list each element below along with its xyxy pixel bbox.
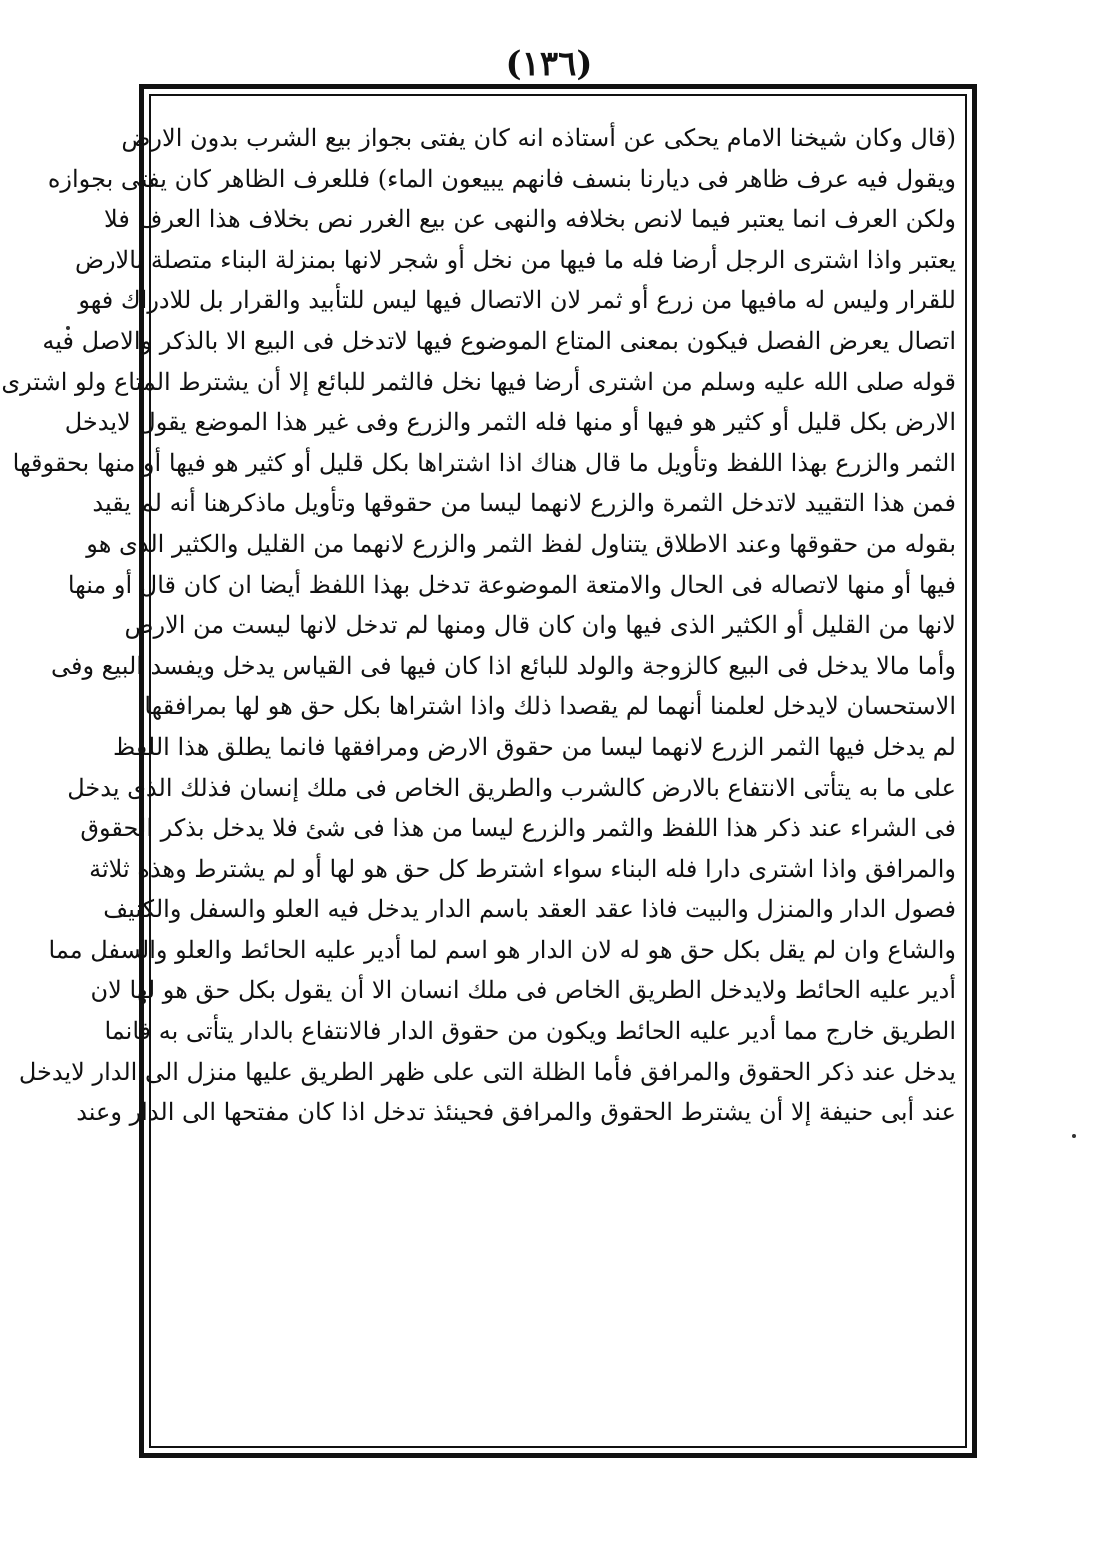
body-text — [1, 118, 956, 1438]
text-line: عند أبى حنيفة إلا أن يشترط الحقوق والمرافق فحينئذ تدخل اذا كان مفتحها الى الدار وعند — [76, 1098, 956, 1127]
text-line: فمن هذا التقييد لاتدخل الثمرة والزرع لانهما ليسا من حقوقها وتأويل ماذكرهنا أنه لم يقيد — [92, 489, 956, 518]
text-line: فيها أو منها لاتصاله فى الحال والامتعة الموضوعة تدخل بهذا اللفظ أيضا ان كان قال أو منها — [67, 570, 956, 599]
text-line: لم يدخل فيها الثمر الزرع لانهما ليسا من حقوق الارض ومرافقها فانما يطلق هذا اللفظ — [112, 732, 956, 761]
text-line: وأما مالا يدخل فى البيع كالزوجة والولد للبائع اذا كان فيها فى القياس يدخل ويفسد البيع وفى — [50, 651, 956, 680]
text-line: اتصال يعرض الفصل فيكون بمعنى المتاع الموضوع فيها لاتدخل فى البيع الا بالذكر والاصل فيه — [42, 326, 956, 355]
text-line: يعتبر واذا اشترى الرجل أرضا فله ما فيها من نخل أو شجر لانها بمنزلة البناء متصلة بالارض — [74, 245, 956, 274]
margin-dot — [1072, 1134, 1076, 1138]
text-line: فى الشراء عند ذكر هذا اللفظ والثمر والزرع ليسا من هذا فى شئ فلا يدخل بذكر الحقوق — [80, 814, 956, 843]
text-line: والشاع وان لم يقل بكل حق هو له لان الدار هو اسم لما أدير عليه الحائط والعلو والسفل مما — [48, 935, 956, 964]
text-line: والمرافق واذا اشترى دارا فله البناء سواء اشترط كل حق هو لها أو لم يشترط وهذه ثلاثة — [89, 854, 956, 883]
text-line: للقرار وليس له مافيها من زرع أو ثمر لان الاتصال فيها ليس للتأبيد والقرار بل للادراك فهو — [78, 286, 956, 315]
text-line: ويقول فيه عرف ظاهر فى ديارنا بنسف فانهم يبيعون الماء) فللعرف الظاهر كان يفتى بجوازه — [47, 164, 956, 193]
text-line: لانها من القليل أو الكثير الذى فيها وان كان قال ومنها لم تدخل لانها ليست من الارض — [124, 611, 956, 640]
text-line: الثمر والزرع بهذا اللفظ وتأويل ما قال هناك اذا اشتراها بكل قليل أو كثير هو فيها أو منها بحقوقها — [12, 448, 956, 477]
text-line: فصول الدار والمنزل والبيت فاذا عقد العقد باسم الدار يدخل فيه العلو والسفل والكنيف — [103, 895, 956, 924]
text-line: ولكن العرف انما يعتبر فيما لانص بخلافه والنهى عن بيع الغرر نص بخلاف هذا العرف فلا — [104, 205, 956, 234]
text-line: على ما به يتأتى الانتفاع بالارض كالشرب والطريق الخاص فى ملك إنسان فذلك الذى يدخل — [67, 773, 956, 802]
text-line: يدخل عند ذكر الحقوق والمرافق فأما الظلة التى على ظهر الطريق عليها منزل الى الدار لايدخل — [18, 1057, 956, 1086]
page-number: (١٣٦) — [505, 44, 593, 84]
text-line: بقوله من حقوقها وعند الاطلاق يتناول لفظ الثمر والزرع لانهما من القليل والكثير الذى هو — [86, 529, 956, 558]
text-line: (قال وكان شيخنا الامام يحكى عن أستاذه انه كان يفتى بجواز بيع الشرب بدون الارض — [121, 124, 956, 152]
text-line: قوله صلى الله عليه وسلم من اشترى أرضا فيها نخل فالثمر للبائع إلا أن يشترط المتاع ولو اشترى — [1, 367, 956, 396]
text-line: الطريق خارج مما أدير عليه الحائط ويكون من حقوق الدار فالانتفاع بالدار يتأتى به فانما — [104, 1017, 956, 1046]
text-line: أدير عليه الحائط ولايدخل الطريق الخاص فى ملك انسان الا أن يقول بكل حق هو لها لان — [90, 976, 956, 1005]
text-line: الارض بكل قليل أو كثير هو فيها أو منها فله الثمر والزرع وفى غير هذا الموضع يقول لايدخل — [64, 408, 956, 437]
text-line: الاستحسان لايدخل لعلمنا أنهما لم يقصدا ذلك واذا اشتراها بكل حق هو لها بمرافقها — [144, 692, 956, 721]
